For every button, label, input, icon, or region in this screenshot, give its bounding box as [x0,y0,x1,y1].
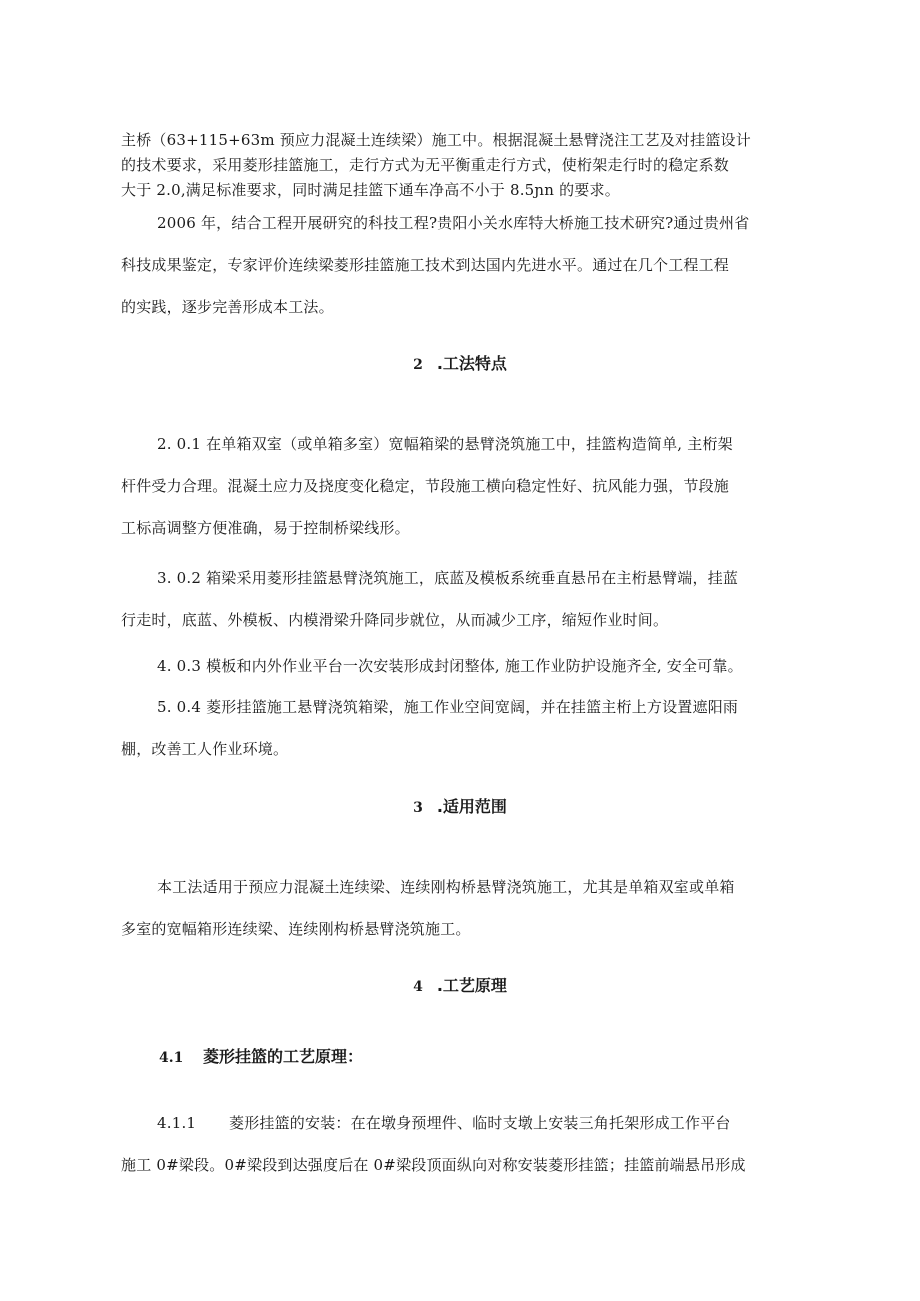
section-heading-features [0,352,920,377]
clause-line: 施工 0#梁段。0#梁段到达强度后在 0#梁段顶面纵向对称安装菱形挂篮；挂篮前端悬吊形成 [121,1156,746,1174]
feature-item-2 [121,557,799,641]
intro-line: 的技术要求，采用菱形挂篮施工，走行方式为无平衡重走行方式，使桁架走行时的稳定系数 [121,156,730,174]
feature-item-3 [121,645,799,687]
subsection-title: 菱形挂篮的工艺原理： [203,1047,364,1066]
feature-line: 棚，改善工人作业环境。 [121,740,289,758]
intro-line: 主桥（63+115+63m 预应力混凝土连续梁）施工中。根据混凝土悬臂浇注工艺及对挂篮设计 [121,131,751,149]
feature-line: 2. 0.1 在单箱双室（或单箱多室）宽幅箱梁的悬臂浇筑施工中，挂篮构造简单, 主桁架 [157,435,733,453]
subsection-heading [159,1045,363,1070]
scope-paragraph [121,866,799,950]
section-title: .适用范围 [436,797,507,816]
feature-item-1 [121,423,799,549]
history-line: 2006 年，结合工程开展研究的科技工程?贵阳小关水库特大桥施工技术研究?通过贵州省 [157,214,750,232]
clause-paragraph [121,1102,799,1186]
feature-line: 行走时，底蓝、外模板、内模滑梁升降同步就位，从而减少工序，缩短作业时间。 [121,611,669,629]
section-title: .工法特点 [436,354,507,373]
history-line: 科技成果鉴定，专家评价连续梁菱形挂篮施工技术到达国内先进水平。通过在几个工程工程 [121,256,730,274]
section-heading-scope [0,795,920,820]
clause-number: 4.1.1 [157,1114,197,1132]
scope-line: 本工法适用于预应力混凝土连续梁、连续刚构桥悬臂浇筑施工，尤其是单箱双室或单箱 [157,878,735,896]
section-title: .工艺原理 [436,976,507,995]
feature-line: 5. 0.4 菱形挂篮施工悬臂浇筑箱梁，施工作业空间宽阔，并在挂篮主桁上方设置遮阳雨 [157,698,739,716]
feature-line: 杆件受力合理。混凝土应力及挠度变化稳定，节段施工横向稳定性好、抗风能力强，节段施 [121,477,730,495]
feature-line: 3. 0.2 箱梁采用菱形挂篮悬臂浇筑施工，底蓝及模板系统垂直悬吊在主桁悬臂端，挂蓝 [157,569,739,587]
scope-line: 多室的宽幅箱形连续梁、连续刚构桥悬臂浇筑施工。 [121,920,471,938]
feature-line: 4. 0.3 模板和内外作业平台一次安装形成封闭整体, 施工作业防护设施齐全, 安全可靠。 [157,657,743,675]
section-number: 3 [413,800,423,816]
section-number: 4 [413,979,423,995]
intro-line: 大于 2.0,满足标准要求，同时满足挂篮下通车净高不小于 8.5ɲn 的要求。 [121,181,620,199]
history-line: 的实践，逐步完善形成本工法。 [121,298,334,316]
intro-paragraph [121,128,799,203]
history-paragraph [121,202,799,328]
subsection-number: 4.1 [159,1050,184,1066]
feature-line: 工标高调整方便准确，易于控制桥梁线形。 [121,519,410,537]
feature-item-4 [121,686,799,770]
section-heading-principle [0,974,920,999]
section-number: 2 [413,357,423,373]
clause-line: 菱形挂篮的安装：在在墩身预埋件、临时支墩上安装三角托架形成工作平台 [229,1114,731,1132]
